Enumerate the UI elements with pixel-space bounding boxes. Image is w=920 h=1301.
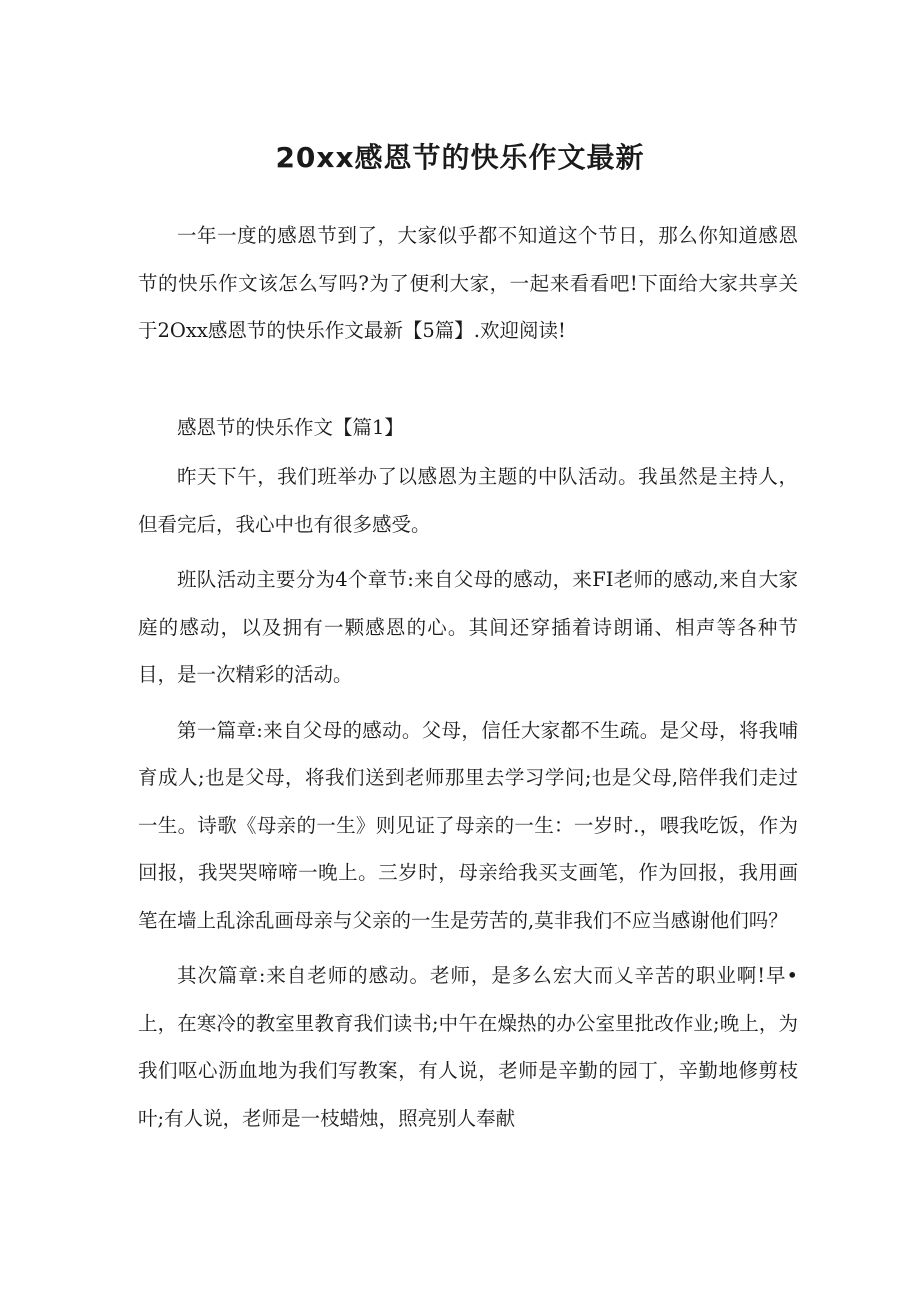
body-paragraph-2: 班队活动主要分为4个章节:来自父母的感动，来FI老师的感动,来自大家庭的感动，以及拥有一颗感恩的心。其间还穿插着诗朗诵、相声等各种节目，是一次精彩的活动。 [138,568,798,686]
body-paragraph-3: 第一篇章:来自父母的感动。父母，信任大家都不生疏。是父母，将我哺育成人;也是父母，将我们送到老师那里去学习学问;也是父母,陪伴我们走过一生。诗歌《母亲的一生》则见证了母亲的一生：一岁时.，喂我吃饭，作为回报，我哭哭啼啼一晚上。三岁时，母亲给我买支画笔，作为回报，我用画笔在墙上乱涂乱画母亲与父亲的一生是劳苦的,莫非我们不应当感谢他们吗？ [138,718,798,932]
document-title: 20xx感恩节的快乐作文最新 [275,141,645,174]
body-paragraph-1: 昨天下午，我们班举办了以感恩为主题的中队活动。我虽然是主持人，但看完后，我心中也有很多感受。 [138,465,798,536]
section-heading: 感恩节的快乐作文【篇1】 [177,416,404,439]
intro-block [138,212,798,355]
body-paragraph-4: 其次篇章:来自老师的感动。老师，是多么宏大而乂辛苦的职业啊!早•上，在寒冷的教室里教育我们读书;中午在燥热的办公室里批改作业;晚上，为我们呕心沥血地为我们写教案，有人说，老师是辛勤的园丁，辛勤地修剪枝叶;有人说，老师是一枝蜡烛，照亮别人奉献 [138,964,798,1130]
body-block [138,453,798,1142]
intro-paragraph: 一年一度的感恩节到了，大家似乎都不知道这个节日，那么你知道感恩节的快乐作文该怎么写吗?为了便利大家，一起来看看吧!下面给大家共享关于2Oxx感恩节的快乐作文最新【5篇】.欢迎阅读! [138,224,798,342]
